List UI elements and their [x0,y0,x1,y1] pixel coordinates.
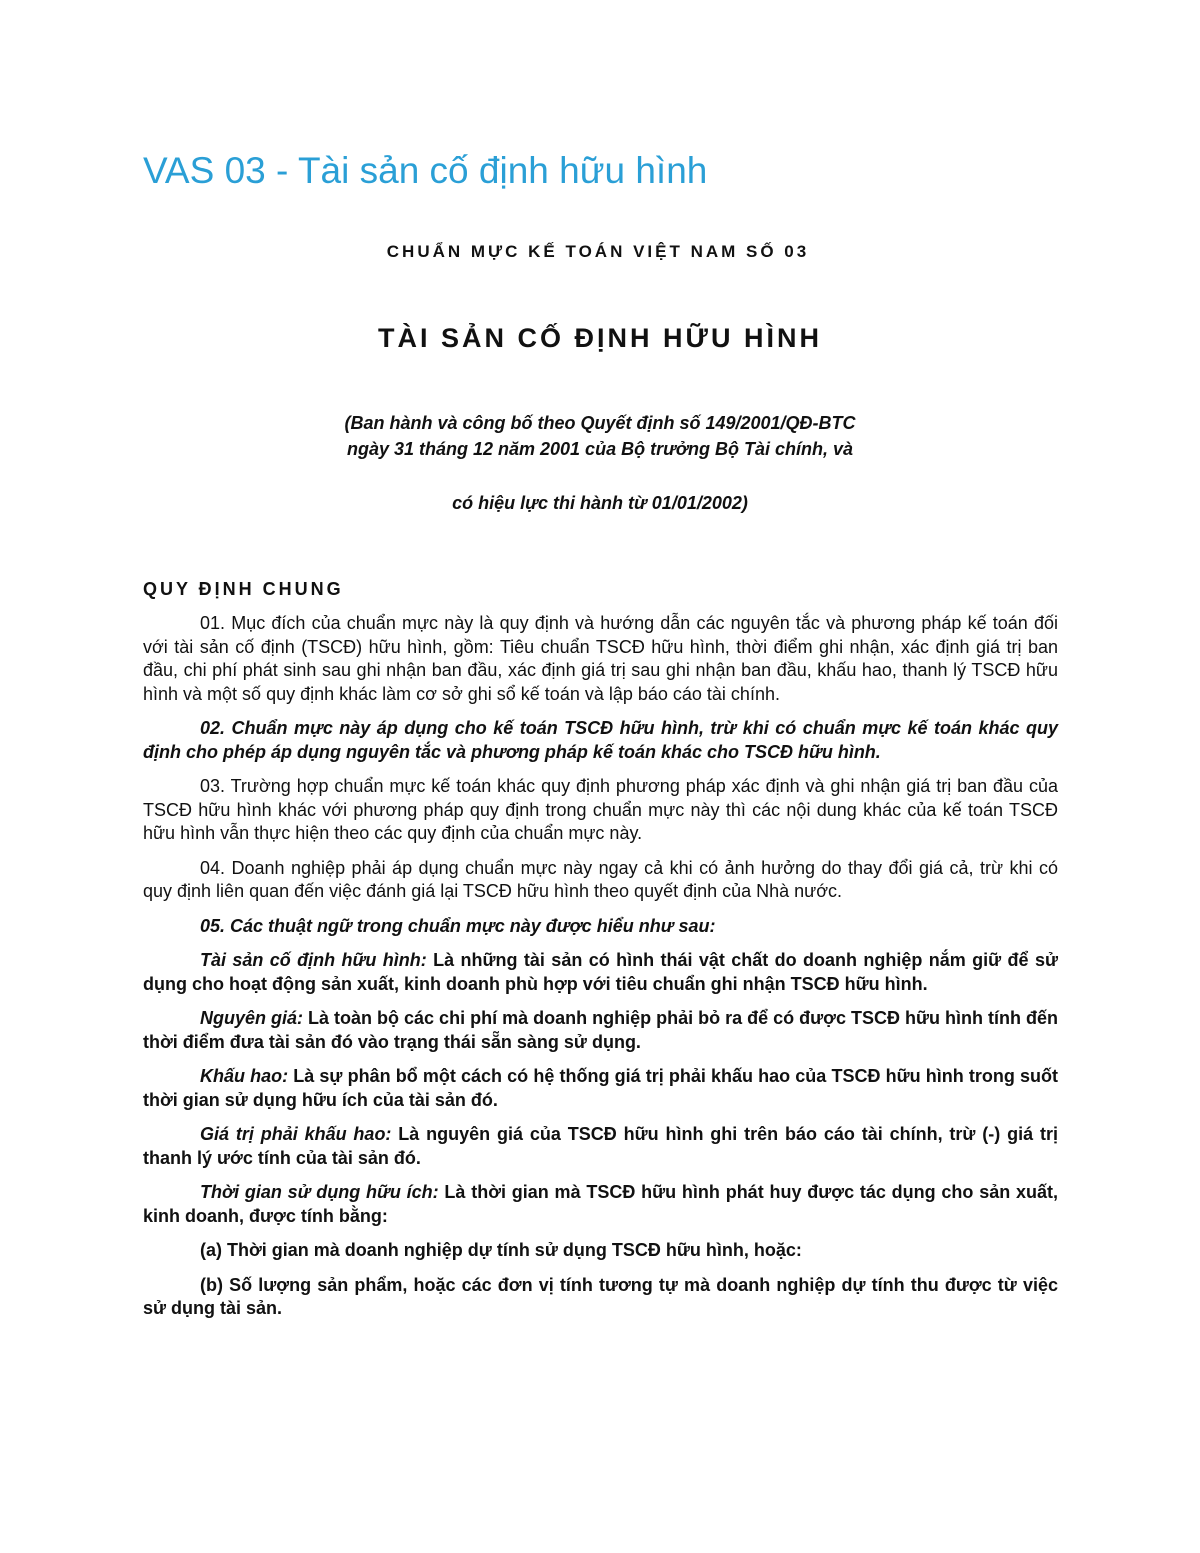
issued-line-2: ngày 31 tháng 12 năm 2001 của Bộ trưởng Bộ Tài chính, và [346,439,854,459]
issued-line-3: có hiệu lực thi hành từ 01/01/2002) [452,493,748,513]
definition-historical-cost [143,1007,1058,1054]
paragraph-03: 03. Trường hợp chuẩn mực kế toán khác quy định phương pháp xác định và ghi nhận giá trị ban đầu của TSCĐ hữu hình khác với phương pháp quy định trong chuẩn mực này thì các nội dung khác của kế toán TSCĐ hữu hình vẫn thực hiện theo các quy định của chuẩn mực này. [143,776,1058,843]
section-title-general: QUY ĐỊNH CHUNG [143,579,344,599]
issued-line-1: (Ban hành và công bố theo Quyết định số 149/2001/QĐ-BTC [344,413,856,433]
paragraph-01: 01. Mục đích của chuẩn mực này là quy định và hướng dẫn các nguyên tắc và phương pháp kế toán đối với tài sản cố định (TSCĐ) hữu hình, gồm: Tiêu chuẩn TSCĐ hữu hình, thời điểm ghi nhận, xác định giá trị ban đầu, chi phí phát sinh sau ghi nhận ban đầu, xác định giá trị sau ghi nhận ban đầu, khấu hao, thanh lý TSCĐ hữu hình và một số quy định khác làm cơ sở ghi sổ kế toán và lập báo cáo tài chính. [143,613,1058,704]
list-item-b: (b) Số lượng sản phẩm, hoặc các đơn vị tính tương tự mà doanh nghiệp dự tính thu được từ việc sử dụng tài sản. [143,1274,1058,1318]
document-body [143,612,1058,1332]
list-item-a: (a) Thời gian mà doanh nghiệp dự tính sử dụng TSCĐ hữu hình, hoặc: [200,1240,802,1260]
definition-text: Là những tài sản có hình thái vật chất do doanh nghiệp nắm giữ để sử dụng cho hoạt động sản xuất, kinh doanh phù hợp với tiêu chuẩn ghi nhận TSCĐ hữu hình. [143,950,1058,994]
definition-term: Giá trị phải khấu hao: [200,1124,392,1144]
definition-term: Thời gian sử dụng hữu ích: [200,1182,439,1202]
definition-term: Khấu hao: [200,1066,289,1086]
paragraph-05: 05. Các thuật ngữ trong chuẩn mực này được hiểu như sau: [200,915,716,936]
definition-text: Là thời gian mà TSCĐ hữu hình phát huy được tác dụng cho sản xuất, kinh doanh, được tính bằng: [143,1182,1058,1226]
standard-heading: CHUẨN MỰC KẾ TOÁN VIỆT NAM SỐ 03 [386,242,810,261]
definition-tangible-asset [143,949,1058,996]
definition-term: Tài sản cố định hữu hình: [200,950,427,970]
paragraph-04: 04. Doanh nghiệp phải áp dụng chuẩn mực này ngay cả khi có ảnh hưởng do thay đổi giá cả, trừ khi có quy định liên quan đến việc đánh giá lại TSCĐ hữu hình theo quyết định của Nhà nước. [143,857,1058,901]
definition-text: Là nguyên giá của TSCĐ hữu hình ghi trên báo cáo tài chính, trừ (-) giá trị thanh lý ước tính của tài sản đó. [143,1124,1058,1168]
document-title: VAS 03 - Tài sản cố định hữu hình [143,150,708,191]
main-heading: TÀI SẢN CỐ ĐỊNH HỮU HÌNH [378,323,822,353]
definition-useful-life [143,1181,1058,1228]
definition-term: Nguyên giá: [200,1008,304,1028]
definition-depreciable-amount [143,1123,1058,1170]
definition-text: Là toàn bộ các chi phí mà doanh nghiệp phải bỏ ra để có được TSCĐ hữu hình tính đến thời điểm đưa tài sản đó vào trạng thái sẵn sàng sử dụng. [143,1008,1058,1052]
paragraph-02: 02. Chuẩn mực này áp dụng cho kế toán TSCĐ hữu hình, trừ khi có chuẩn mực kế toán khác quy định cho phép áp dụng nguyên tắc và phương pháp kế toán khác cho TSCĐ hữu hình. [143,718,1058,762]
definition-depreciation [143,1065,1058,1112]
definition-text: Là sự phân bổ một cách có hệ thống giá trị phải khấu hao của TSCĐ hữu hình trong suốt thời gian sử dụng hữu ích của tài sản đó. [143,1066,1059,1110]
